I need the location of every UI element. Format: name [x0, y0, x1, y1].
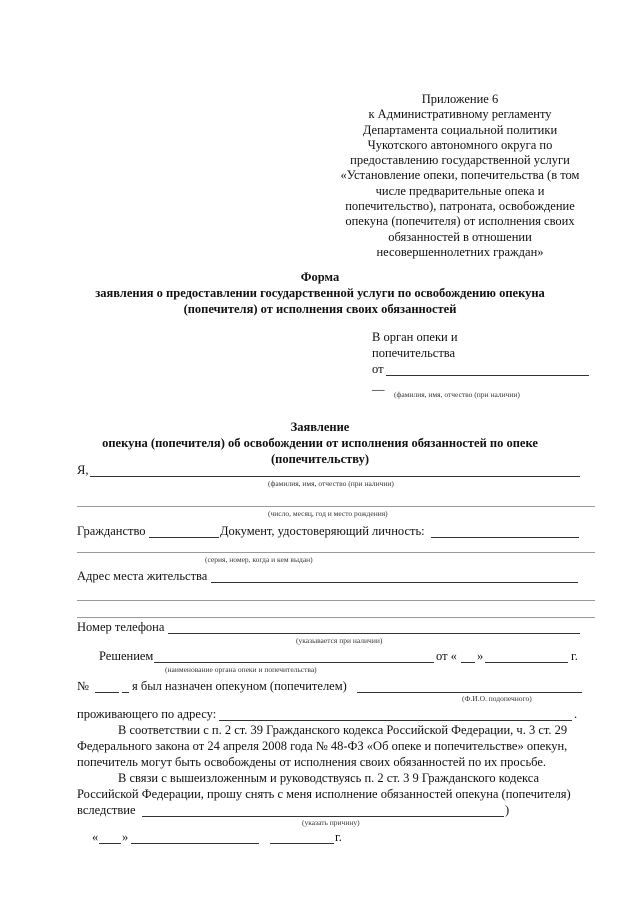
statement-subtitle-line2: (попечительству): [270, 452, 370, 466]
hint-name: (фамилия, имя, отчество (при наличии): [268, 479, 394, 488]
para2-line3: вследствие: [77, 803, 136, 817]
para2-line1: В связи с вышеизложенным и руководствуясь п. 2 ст. 3 9 Гражданского кодекса: [118, 771, 540, 785]
appendix-line: Приложение 6: [421, 92, 499, 106]
signature-month-field[interactable]: [131, 843, 259, 844]
para2-line2: Российской Федерации, прошу снять с меня исполнение обязанностей опекуна (попечителя): [77, 787, 571, 801]
appendix-line: опекуна (попечителя) от исполнения своих: [345, 214, 575, 229]
signature-close-quote: »: [122, 830, 129, 844]
addressee-from-label: от: [372, 362, 384, 376]
i-label: Я,: [77, 463, 89, 477]
addressee-line2: попечительства: [372, 346, 456, 360]
decision-label: Решением: [99, 649, 154, 663]
phone-field[interactable]: [168, 633, 580, 634]
addressee-name-field[interactable]: [386, 375, 589, 376]
appendix-line: «Установление опеки, попечительства (в том: [340, 168, 580, 183]
decision-number-suffix-field[interactable]: [122, 692, 129, 693]
address-field-line3[interactable]: [77, 617, 595, 618]
decision-month-field[interactable]: [485, 662, 568, 663]
decision-year-suffix: г.: [571, 649, 578, 663]
applicant-name-field[interactable]: [90, 476, 580, 477]
document-details-field[interactable]: [77, 552, 595, 553]
hint-reason: (указать причину): [302, 818, 360, 827]
hint-birth: (число, месяц, год и место рождения): [268, 509, 388, 518]
hint-ward: (Ф.И.О. подопечного): [462, 694, 532, 703]
para1-line1: В соответствии с п. 2 ст. 39 Гражданского кодекса Российской Федерации, ч. 3 ст. 29: [118, 723, 568, 737]
form-subtitle-line2: (попечителя) от исполнения своих обязанностей: [183, 302, 457, 316]
document-field[interactable]: [431, 537, 579, 538]
form-subtitle-line1: заявления о предоставлении государственной услуги по освобождению опекуна: [95, 286, 545, 300]
statement-subtitle-line1: опекуна (попечителя) об освобождении от исполнения обязанностей по опеке: [102, 436, 538, 450]
birth-field[interactable]: [77, 506, 595, 507]
decision-date-from-label: от «: [436, 649, 457, 663]
form-title: Форма: [300, 270, 340, 284]
appendix-line: Департамента социальной политики: [362, 122, 558, 137]
addressee-hint: (фамилия, имя, отчество (при наличии): [394, 390, 520, 399]
appendix-line: числе предварительные опека и: [375, 183, 545, 198]
signature-day-field[interactable]: [99, 843, 121, 844]
citizenship-field[interactable]: [149, 537, 219, 538]
appendix-line: попечительство), патроната, освобождение: [345, 199, 575, 214]
hint-document: (серия, номер, когда и кем выдан): [205, 555, 313, 564]
decision-number-field[interactable]: [95, 692, 119, 693]
decision-day-field[interactable]: [461, 662, 475, 663]
appendix-block: [330, 92, 590, 260]
appendix-line: несовершеннолетних граждан»: [376, 244, 544, 259]
signature-open-quote: «: [92, 830, 99, 844]
ward-address-field[interactable]: [219, 720, 572, 721]
appendix-line: обязанностей в отношении: [388, 229, 532, 244]
residing-label: проживающего по адресу:: [77, 707, 217, 721]
phone-label: Номер телефона: [77, 620, 165, 634]
address-label: Адрес места жительства: [77, 569, 208, 583]
signature-year-suffix: г.: [335, 830, 342, 844]
appendix-line: Чукотского автономного округа по: [367, 137, 553, 152]
document-label: Документ, удостоверяющий личность:: [220, 524, 425, 538]
address-field-line2[interactable]: [77, 600, 595, 601]
appendix-line: к Административному регламенту: [368, 107, 552, 122]
signature-year-field[interactable]: [270, 843, 334, 844]
ward-name-field[interactable]: [357, 692, 582, 693]
address-field[interactable]: [211, 582, 578, 583]
statement-title: Заявление: [290, 420, 350, 434]
addressee-line1: В орган опеки и: [372, 330, 458, 344]
decision-quote-close: »: [477, 649, 484, 663]
para1-line2: Федерального закона от 24 апреля 2008 года № 48-ФЗ «Об опеке и попечительстве» опекун,: [77, 739, 568, 753]
addressee-dash: __: [372, 378, 385, 392]
guardianship-organ-field[interactable]: [154, 662, 434, 663]
para1-line3: попечитель могут быть освобождены от исполнения своих обязанностей по их просьбе.: [77, 755, 547, 769]
residing-end: .: [574, 707, 578, 721]
number-label: №: [77, 679, 89, 693]
reason-field[interactable]: [142, 816, 504, 817]
hint-phone: (указывается при наличии): [296, 636, 383, 645]
citizenship-label: Гражданство: [77, 524, 146, 538]
hint-organ: (наименование органа опеки и попечительства): [165, 665, 317, 674]
appendix-line: предоставлению государственной услуги: [350, 153, 570, 168]
appointed-text: я был назначен опекуном (попечителем): [132, 679, 347, 693]
para2-close: ): [505, 803, 510, 817]
